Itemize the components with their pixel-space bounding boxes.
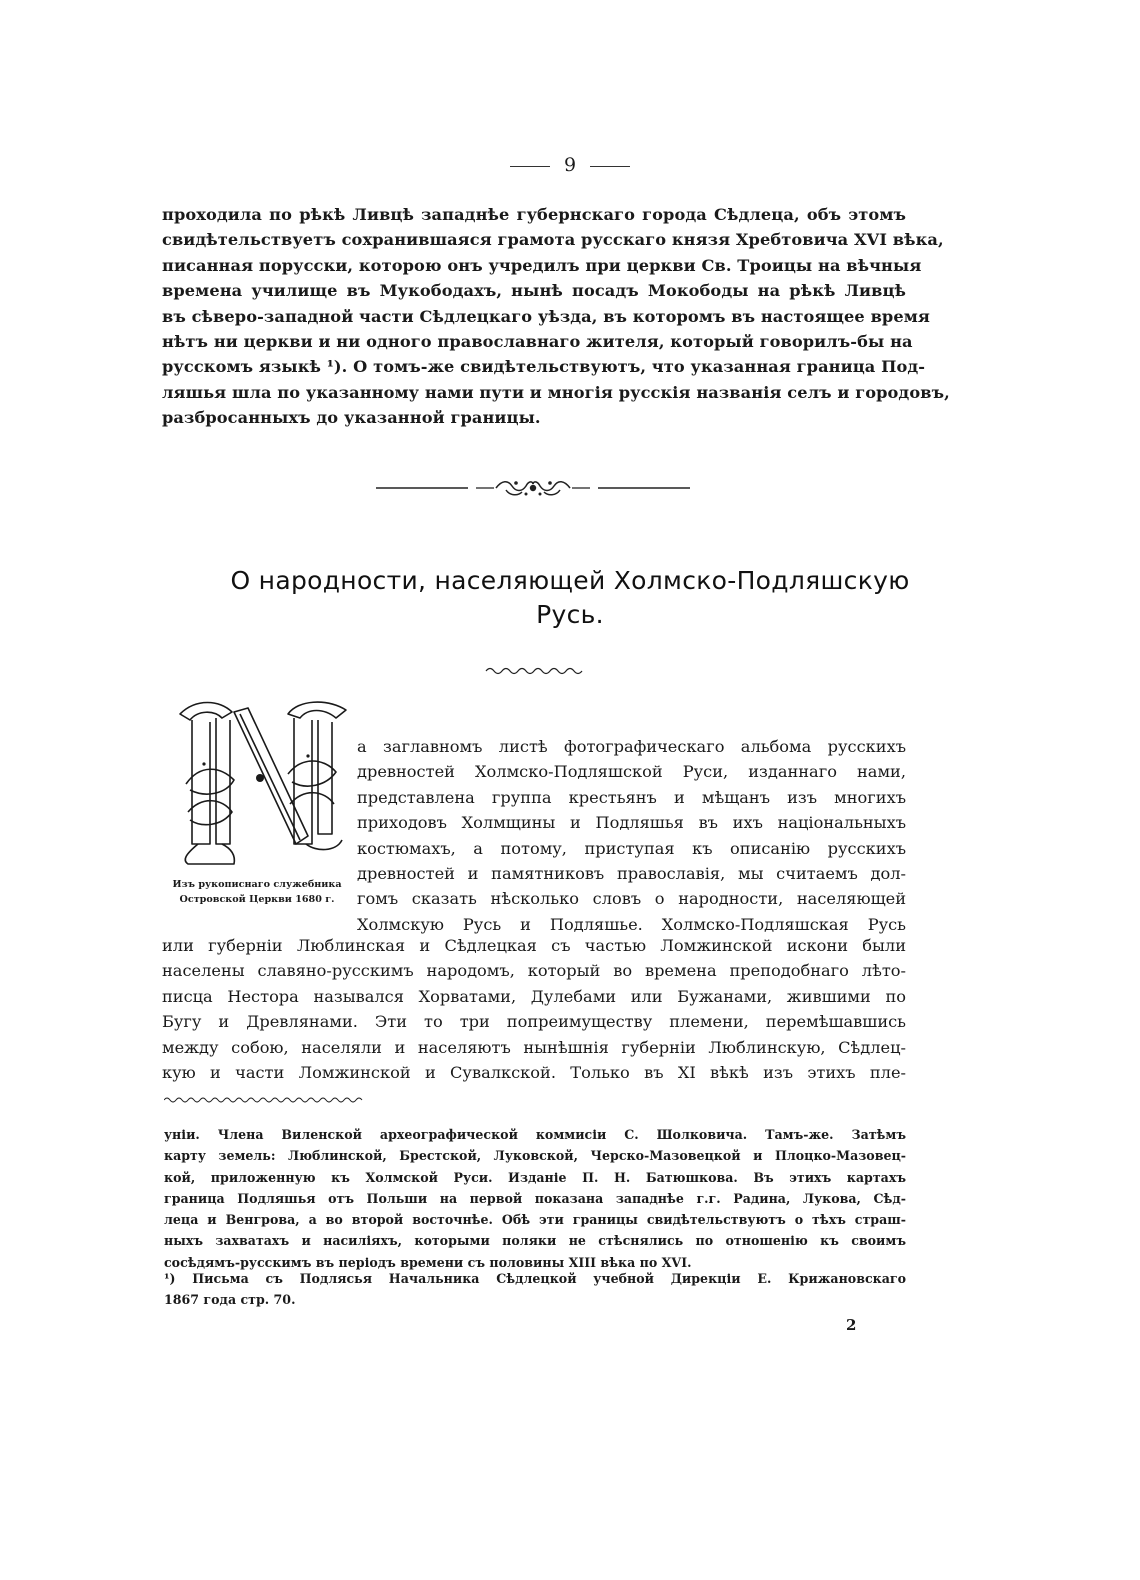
top-paragraph-line: проходила по рѣкѣ Ливцѣ западнѣе губернскаго города Сѣдлеца, объ этомъ — [162, 205, 906, 224]
ornamental-divider — [376, 476, 690, 500]
page-number-dash-right — [590, 166, 630, 167]
section-title-line: О народности, населяющей Холмско-Подляшскую — [230, 566, 910, 595]
main-text-line: Бугу и Древлянами. Эти то три попреимуществу племени, перемѣшавшись — [162, 1012, 906, 1032]
footnote-line: граница Подляшья отъ Польши на первой показана западнѣе г.г. Радина, Лукова, Сѣд- — [164, 1190, 906, 1206]
footnote-line: леца и Венгрова, а во второй восточнѣе. Обѣ эти границы свидѣтельствуютъ о тѣхъ страш- — [164, 1212, 906, 1228]
page-number — [0, 154, 1140, 176]
main-text-line: костюмахъ, а потому, приступая къ описанію русскихъ — [357, 838, 906, 858]
top-paragraph-line: ляшья шла по указанному нами пути и многія русскія названія селъ и городовъ, — [162, 382, 950, 402]
footnote-line: ¹) Письма съ Подлясья Начальника Сѣдлецкой учебной Дирекціи Е. Крижановскаго — [164, 1271, 906, 1286]
main-text-line: представлена группа крестьянъ и мѣщанъ изъ многихъ — [357, 787, 906, 807]
footnote-line: ныхъ захватахъ и насиліяхъ, которыми поляки не стѣснялись по отношенію къ своимъ — [164, 1233, 906, 1249]
main-text-beside-initial — [357, 734, 906, 937]
initial-caption-line: Изъ рукописнаго служебника — [172, 879, 342, 890]
printer-signature-mark: 2 — [846, 1316, 857, 1334]
top-paragraph-line: времена училище въ Мукободахъ, нынѣ посадъ Мокободы на рѣкѣ Ливцѣ — [162, 281, 906, 301]
main-text-line: населены славяно-русскимъ народомъ, который во времена преподобнаго лѣто- — [162, 961, 906, 981]
main-text-line: а заглавномъ листѣ фотографическаго альбома русскихъ — [357, 737, 906, 756]
footnote-line: кой, приложенную къ Холмской Руси. Изданіе П. Н. Батюшкова. Въ этихъ картахъ — [164, 1169, 906, 1185]
top-paragraph-line: нѣтъ ни церкви и ни одного православнаго жителя, который говорилъ-бы на — [162, 332, 913, 352]
footnote-separator — [164, 1094, 364, 1106]
page-number-dash-left — [510, 166, 550, 167]
top-paragraph-line: въ сѣверо-западной части Сѣдлецкаго уѣзда, въ которомъ въ настоящее время — [162, 306, 930, 326]
top-paragraph — [162, 202, 950, 431]
footnote-1 — [164, 1268, 906, 1311]
initial-caption — [162, 877, 352, 907]
decorative-initial-letter — [176, 694, 352, 870]
footnote-line: карту земель: Люблинской, Брестской, Луковской, Черско-Мазовецкой и Плоцко-Мазовец- — [164, 1148, 906, 1164]
main-text-line: приходовъ Холмщины и Подляшья въ ихъ національныхъ — [357, 813, 906, 833]
main-text-line: писца Нестора назывался Хорватами, Дулебами или Бужанами, жившими по — [162, 986, 906, 1006]
footnote-continued — [164, 1124, 906, 1273]
top-paragraph-line: писанная порусски, которою онъ учредилъ при церкви Св. Троицы на вѣчныя — [162, 255, 922, 275]
page-number-value: 9 — [563, 154, 577, 176]
footnote-line: сосѣдямъ-русскимъ въ періодъ времени съ половины XIII вѣка по XVI. — [164, 1254, 692, 1270]
main-text-line: кую и части Ломжинской и Сувалкской. Только въ XI вѣкѣ изъ этихъ пле- — [162, 1063, 906, 1083]
main-text-line: Холмскую Русь и Подляшье. Холмско-Подляшская Русь — [357, 914, 906, 934]
wavy-rule — [484, 664, 588, 678]
footnote-line: уніи. Члена Виленской археографической коммисіи С. Шолковича. Тамъ-же. Затѣмъ — [164, 1127, 906, 1142]
section-title — [0, 564, 1140, 632]
main-text-line: древностей Холмско-Подляшской Руси, изданнаго нами, — [357, 762, 906, 782]
top-paragraph-line: русскомъ языкѣ ¹). О томъ-же свидѣтельствуютъ, что указанная граница Под- — [162, 357, 926, 377]
main-text-line: гомъ сказать нѣсколько словъ о народности, населяющей — [357, 889, 906, 909]
main-text-full-width — [162, 933, 906, 1085]
section-title-line: Русь. — [536, 600, 604, 629]
main-text-line: или губерніи Люблинская и Сѣдлецкая съ частью Ломжинской искони были — [162, 936, 906, 955]
main-text-line: между собою, населяли и населяютъ нынѣшнія губерніи Люблинскую, Сѣдлец- — [162, 1037, 906, 1057]
top-paragraph-line: свидѣтельствуетъ сохранившаяся грамота русскаго князя Хребтовича XVI вѣка, — [162, 230, 944, 250]
footnote-line: 1867 года стр. 70. — [164, 1292, 296, 1308]
initial-caption-line: Островской Церкви 1680 г. — [179, 894, 335, 905]
main-text-line: древностей и памятниковъ православія, мы считаемъ дол- — [357, 864, 906, 884]
top-paragraph-line: разбросанныхъ до указанной границы. — [162, 408, 541, 428]
